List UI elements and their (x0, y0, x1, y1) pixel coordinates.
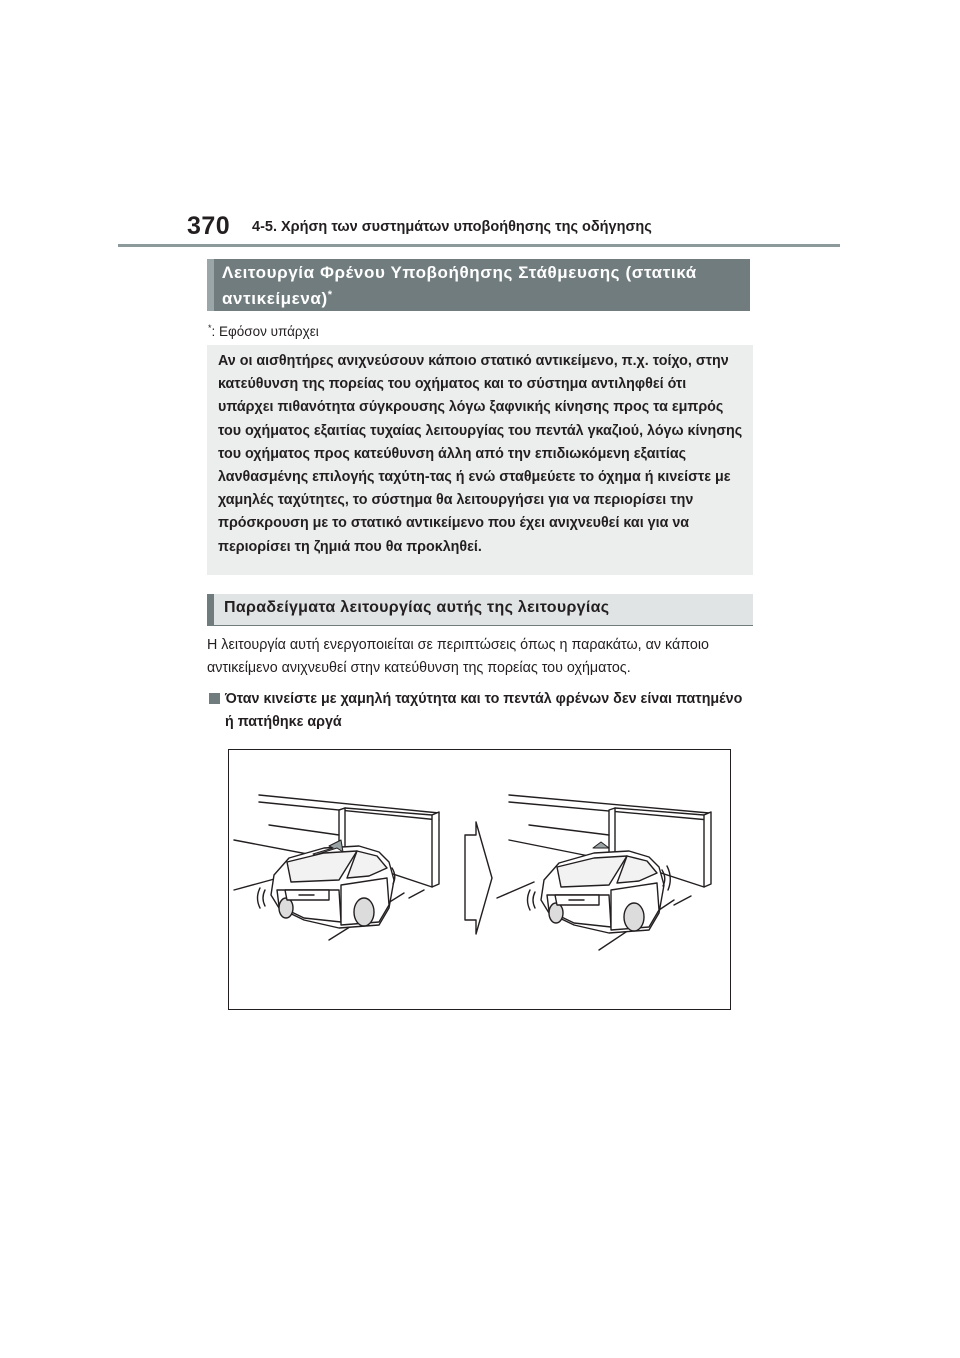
info-box: Αν οι αισθητήρες ανιχνεύσουν κάποιο στατικό αντικείμενο, π.χ. τοίχο, στην κατεύθυνση της πορείας του οχήματος και το σύστημα αντιληφθεί ότι υπάρχει πιθανότητα σύγκρουσης λόγω ξαφνικής κίνησης προς τα εμπρός του οχήματος εξαιτίας τυχαίας λειτουργίας του πεντάλ γκαζιού, λόγω κίνησης του οχήματος προς κατεύθυνση άλλη από την επιδιωκόμενη εξαιτίας λανθασμένης επιλογής ταχύτη-τας ή ενώ σταθμεύετε το όχημα ή κινείστε με χαμηλές ταχύτητες, το σύστημα θα λειτουργήσει για να περιορίσει την πρόσκρουση με το στατικό αντικείμενο που έχει ανιχνευθεί και για να περιορίσει τη ζημιά που θα προκληθεί. (207, 345, 753, 575)
page-number: 370 (187, 212, 231, 240)
main-heading (207, 259, 750, 311)
main-heading-line2-text: αντικείμενα) (222, 289, 328, 308)
main-heading-line1: Λειτουργία Φρένου Υποβοήθησης Στάθμευσης (στατικά (222, 263, 697, 282)
body-paragraph: Η λειτουργία αυτή ενεργοποιείται σε περιπτώσεις όπως η παρακάτω, αν κάποιο αντικείμενο ανιχνευθεί στην κατεύθυνση της πορείας του οχήματος. (207, 637, 709, 676)
illustration-frame (228, 749, 731, 1010)
main-heading-line2 (222, 284, 750, 310)
sensor-indicator-icon (593, 842, 609, 848)
header-divider (118, 244, 840, 247)
footnote-marker: * (208, 323, 212, 333)
square-bullet-icon (209, 693, 220, 704)
left-car (271, 846, 394, 928)
condition-text: Όταν κινείστε με χαμηλή ταχύτητα και το πεντάλ φρένων δεν είναι πατημένο ή πατήθηκε αργά (225, 691, 743, 730)
main-heading-marker: * (327, 289, 333, 301)
sequence-arrow-icon (465, 822, 492, 934)
parking-illustration (229, 750, 730, 1009)
left-scene (234, 795, 439, 940)
right-scene (497, 795, 711, 950)
footnote-text: : Εφόσον υπάρχει (211, 324, 319, 339)
footnote (208, 323, 319, 339)
sub-heading: Παραδείγματα λειτουργίας αυτής της λειτουργίας (207, 594, 753, 626)
condition-item (207, 688, 753, 734)
section-title: 4-5. Χρήση των συστημάτων υποβοήθησης της οδήγησης (252, 219, 652, 235)
right-car (541, 851, 664, 933)
